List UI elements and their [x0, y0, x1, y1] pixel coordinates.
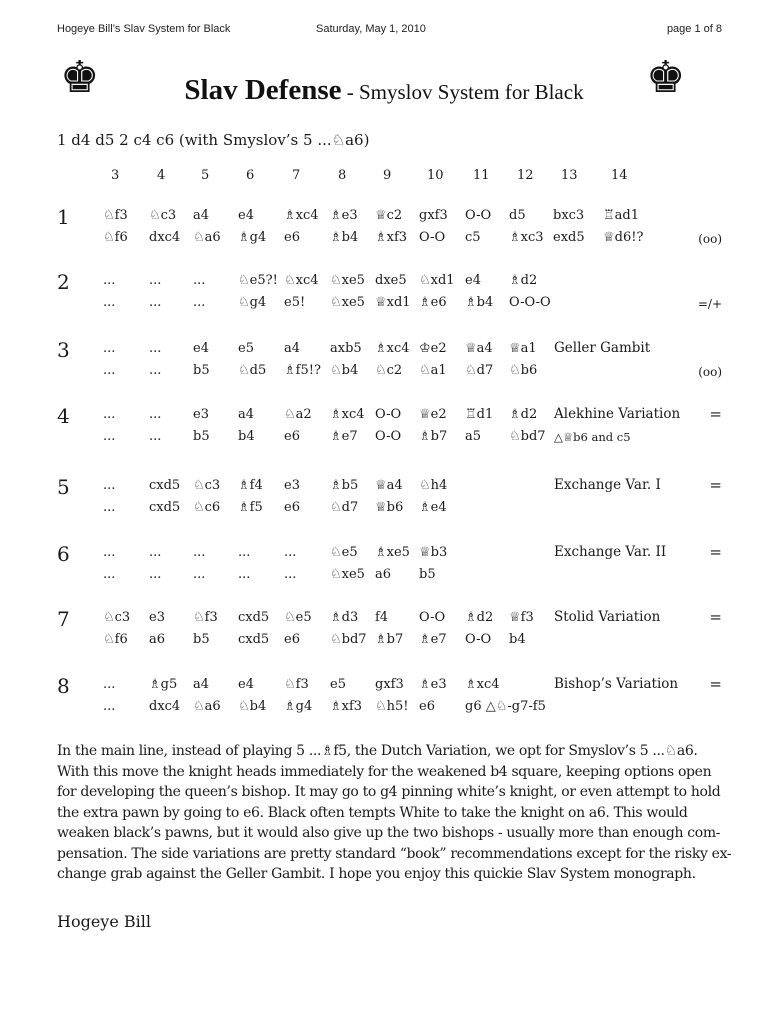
white-move: ♗d3 [330, 610, 359, 625]
black-move: ♘d7 [330, 500, 359, 515]
variation-name: Bishop’s Variation [554, 676, 679, 692]
white-move: ♕a1 [509, 341, 537, 356]
header-date: Saturday, May 1, 2010 [316, 23, 426, 35]
white-move: ... [193, 273, 206, 288]
black-move: dxc4 [149, 699, 181, 714]
page-title [0, 74, 768, 107]
black-move: ♘xe5 [330, 295, 365, 310]
black-move: ♘d5 [238, 363, 267, 378]
evaluation: (oo) [698, 365, 722, 379]
black-move: b5 [193, 429, 210, 444]
white-move: ... [193, 545, 206, 560]
paragraph-line: In the main line, instead of playing 5 ...♗f5, the Dutch Variation, we opt for Smyslov’s 5 ...♘a6. [57, 743, 698, 759]
white-move: e5 [330, 677, 346, 692]
white-move: ... [284, 545, 297, 560]
king-icon: ♚ [60, 52, 100, 103]
black-move: e6 [284, 429, 300, 444]
black-move: ... [103, 567, 116, 582]
white-move: ♘f3 [284, 677, 309, 692]
line-number: 7 [57, 607, 70, 631]
black-move: a5 [465, 429, 482, 444]
column-number: 5 [201, 168, 210, 183]
white-move: f4 [375, 610, 389, 625]
line-number: 8 [57, 674, 70, 698]
white-move: bxc3 [553, 208, 585, 223]
black-move: ♗g4 [238, 230, 267, 245]
white-move: e3 [149, 610, 165, 625]
column-number: 11 [473, 168, 490, 183]
black-move: ♘b4 [330, 363, 359, 378]
black-move: ... [103, 295, 116, 310]
white-move: ♗xc4 [375, 341, 410, 356]
black-move: ♘h5! [375, 699, 409, 714]
variation-name: Alekhine Variation [554, 406, 681, 422]
column-number: 7 [292, 168, 301, 183]
opening-moves: 1 d4 d5 2 c4 c6 (with Smyslov’s 5 ...♘a6) [57, 131, 370, 149]
white-move: e5 [238, 341, 254, 356]
black-move: b5 [419, 567, 436, 582]
white-move: cxd5 [238, 610, 270, 625]
black-move: ♗xc3 [509, 230, 544, 245]
white-move: ... [149, 407, 162, 422]
white-move: ♗xc4 [330, 407, 365, 422]
black-move: O-O [419, 230, 446, 245]
paragraph-line: pensation. The side variations are pretty standard “book” recommendations except for the risky ex- [57, 845, 732, 862]
paragraph-line: change grab against the Geller Gambit. I hope you enjoy this quickie Slav System monograph. [57, 866, 696, 882]
black-move: ♘b6 [509, 363, 538, 378]
white-move: ♗d2 [465, 610, 494, 625]
white-move: ♘c3 [149, 208, 177, 223]
white-move: a4 [193, 677, 210, 692]
evaluation: = [709, 608, 722, 626]
white-move: e3 [284, 478, 300, 493]
black-move: ... [103, 500, 116, 515]
white-move: ♕a4 [465, 341, 493, 356]
black-move: ♘f6 [103, 230, 128, 245]
black-move: ♗g4 [284, 699, 313, 714]
white-move: a4 [284, 341, 301, 356]
white-move: e4 [238, 677, 254, 692]
column-number: 14 [611, 168, 628, 183]
title-main: Slav Defense [184, 74, 342, 106]
line-number: 2 [57, 270, 70, 294]
paragraph-line: the extra pawn by going to e6. Black often tempts White to take the knight on a6. This would [57, 804, 688, 821]
variation-name: Exchange Var. II [554, 544, 667, 560]
white-move: ♘xc4 [284, 273, 319, 288]
black-move: ♗e7 [419, 632, 447, 647]
white-move: ♘c3 [103, 610, 131, 625]
white-move: axb5 [330, 341, 362, 356]
black-move: ... [193, 567, 206, 582]
white-move: e3 [193, 407, 209, 422]
black-move: a6 [375, 567, 392, 582]
black-move: c5 [465, 230, 481, 245]
column-number: 12 [517, 168, 534, 183]
white-move: ♘e5 [284, 610, 312, 625]
black-move: ♘a1 [419, 363, 447, 378]
black-move: ... [149, 295, 162, 310]
black-move: cxd5 [238, 632, 270, 647]
header-page-number: page 1 of 8 [666, 23, 722, 35]
white-move: ♖d1 [465, 407, 494, 422]
white-move: ♘e5 [330, 545, 358, 560]
column-number: 8 [338, 168, 347, 183]
black-move: g6 △♘-g7-f5 [465, 699, 546, 714]
white-move: ♗xc4 [465, 677, 500, 692]
white-move: ♗d2 [509, 407, 538, 422]
black-move: ... [284, 567, 297, 582]
black-move: ... [149, 567, 162, 582]
evaluation: = [709, 543, 722, 561]
white-move: ♗g5 [149, 677, 178, 692]
black-move: ♗b7 [375, 632, 404, 647]
black-move: ... [238, 567, 251, 582]
black-move: e6 [284, 230, 300, 245]
black-move: ♘f6 [103, 632, 128, 647]
black-move: ♘xe5 [330, 567, 365, 582]
white-move: e4 [193, 341, 209, 356]
white-move: ... [103, 478, 116, 493]
signature: Hogeye Bill [57, 912, 151, 931]
variation-name: Geller Gambit [554, 340, 651, 356]
black-move: b5 [193, 632, 210, 647]
black-move: ♘c2 [375, 363, 403, 378]
white-move: ... [149, 545, 162, 560]
white-move: d5 [509, 208, 526, 223]
white-move: ♗d2 [509, 273, 538, 288]
column-number: 10 [427, 168, 444, 183]
white-move: a4 [193, 208, 210, 223]
paragraph-line: weaken black’s pawns, but it would also give up the two bishops - usually more than enough com- [57, 825, 721, 841]
black-move: ♘g4 [238, 295, 267, 310]
variation-name: Exchange Var. I [554, 477, 661, 493]
black-move: ♗f5 [238, 500, 263, 515]
white-move: ... [103, 341, 116, 356]
variation-name: Stolid Variation [554, 609, 661, 625]
white-move: e4 [465, 273, 481, 288]
black-move: ♘d7 [465, 363, 494, 378]
white-move: dxe5 [375, 273, 407, 288]
white-move: ♕b3 [419, 545, 448, 560]
white-move: e4 [238, 208, 254, 223]
white-move: gxf3 [419, 208, 448, 223]
black-move: O-O [465, 632, 492, 647]
line-number: 3 [57, 338, 70, 362]
black-move: ♗e7 [330, 429, 358, 444]
white-move: ♗b5 [330, 478, 359, 493]
column-number: 6 [246, 168, 255, 183]
black-move: ♘b4 [238, 699, 267, 714]
column-number: 9 [383, 168, 392, 183]
evaluation: (oo) [698, 232, 722, 246]
black-move: a6 [149, 632, 166, 647]
white-move: ♗e3 [419, 677, 447, 692]
white-move: ... [238, 545, 251, 560]
black-move: ♘bd7 [330, 632, 367, 647]
white-move: ♔e2 [419, 341, 447, 356]
white-move: O-O [465, 208, 492, 223]
white-move: ... [103, 545, 116, 560]
line-number: 5 [57, 475, 70, 499]
white-move: ♘f3 [193, 610, 218, 625]
black-move: ♕xd1 [375, 295, 411, 310]
white-move: ♘xd1 [419, 273, 455, 288]
white-move: ♘c3 [193, 478, 221, 493]
black-move: ♕d6!? [603, 230, 644, 245]
line-number: 1 [57, 205, 70, 229]
black-move: ♘c6 [193, 500, 221, 515]
white-move: ... [103, 273, 116, 288]
black-move: ... [193, 295, 206, 310]
black-move: dxc4 [149, 230, 181, 245]
black-move: O-O-O [509, 295, 551, 310]
black-move: b4 [238, 429, 255, 444]
white-move: ... [149, 273, 162, 288]
black-move: ♗b4 [330, 230, 359, 245]
black-move: ♘a6 [193, 230, 221, 245]
commentary-paragraph [57, 741, 732, 885]
black-move: e6 [284, 500, 300, 515]
white-move: ... [103, 677, 116, 692]
black-move: ... [103, 429, 116, 444]
black-move: ♗e4 [419, 500, 447, 515]
paragraph-line: for developing the queen’s bishop. It may go to g4 pinning white’s knight, or even attempt to hold [57, 784, 721, 800]
white-move: ♘xe5 [330, 273, 365, 288]
white-move: a4 [238, 407, 255, 422]
black-move: ... [103, 699, 116, 714]
black-move: b5 [193, 363, 210, 378]
header-title: Hogeye Bill’s Slav System for Black [57, 23, 231, 35]
black-move: ♗f5!? [284, 363, 321, 378]
black-move: ... [103, 363, 116, 378]
variation-note: △♕b6 and c5 [554, 430, 631, 444]
black-move: ♗e6 [419, 295, 447, 310]
white-move: O-O [419, 610, 446, 625]
line-number: 4 [57, 404, 70, 428]
white-move: ♘a2 [284, 407, 312, 422]
white-move: ♗xe5 [375, 545, 410, 560]
column-number: 3 [111, 168, 120, 183]
white-move: ♕e2 [419, 407, 447, 422]
white-move: ♕a4 [375, 478, 403, 493]
white-move: ♘e5?! [238, 273, 278, 288]
white-move: cxd5 [149, 478, 181, 493]
column-number: 13 [561, 168, 578, 183]
black-move: ♗b4 [465, 295, 494, 310]
white-move: ♕c2 [375, 208, 403, 223]
black-move: ♕b6 [375, 500, 404, 515]
white-move: O-O [375, 407, 402, 422]
black-move: O-O [375, 429, 402, 444]
white-move: ♘h4 [419, 478, 448, 493]
black-move: b4 [509, 632, 526, 647]
paragraph-line: With this move the knight heads immediately for the weakened b4 square, keeping options open [57, 763, 712, 780]
evaluation: = [709, 675, 722, 693]
black-move: ♗xf3 [375, 230, 408, 245]
black-move: ... [149, 429, 162, 444]
black-move: e6 [284, 632, 300, 647]
king-icon: ♚ [646, 52, 686, 103]
evaluation: = [709, 476, 722, 494]
white-move: ♘f3 [103, 208, 128, 223]
black-move: ♘a6 [193, 699, 221, 714]
line-number: 6 [57, 542, 70, 566]
black-move: cxd5 [149, 500, 181, 515]
black-move: e5! [284, 295, 306, 310]
white-move: ♗e3 [330, 208, 358, 223]
black-move: exd5 [553, 230, 585, 245]
black-move: ♗xf3 [330, 699, 363, 714]
black-move: e6 [419, 699, 435, 714]
white-move: gxf3 [375, 677, 404, 692]
white-move: ♕f3 [509, 610, 534, 625]
evaluation: =/+ [697, 297, 722, 311]
black-move: ♘bd7 [509, 429, 546, 444]
white-move: ... [103, 407, 116, 422]
evaluation: = [709, 405, 722, 423]
white-move: ♗xc4 [284, 208, 319, 223]
white-move: ... [149, 341, 162, 356]
black-move: ♗b7 [419, 429, 448, 444]
column-number: 4 [157, 168, 166, 183]
black-move: ... [149, 363, 162, 378]
white-move: ♗f4 [238, 478, 263, 493]
title-subtitle: - Smyslov System for Black [341, 80, 584, 104]
white-move: ♖ad1 [603, 208, 639, 223]
